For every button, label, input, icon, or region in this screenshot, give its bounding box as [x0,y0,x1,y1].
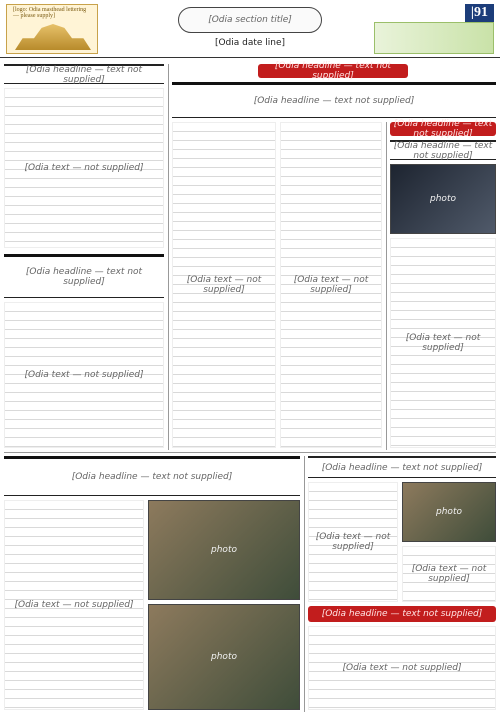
bottom-right-article-2: [Odia text — not supplied] [402,546,496,602]
lead-article-column-2: [Odia text — not supplied] [280,122,382,448]
logo-lettering: [logo: Odia masthead lettering — please supply] [13,7,87,19]
lead-kicker: [Odia headline — text not supplied] [258,64,408,78]
masthead [0,0,500,58]
bottom-left-photo-2: photo [148,604,300,710]
bottom-left-photo-1: photo [148,500,300,600]
newspaper-logo [6,4,98,54]
left-top-headline: [Odia headline — text not supplied] [4,64,164,84]
column-divider [304,456,305,712]
bottom-left-headline: [Odia headline — text not supplied] [4,456,300,496]
bottom-left-article: [Odia text — not supplied] [4,500,144,710]
right-kicker: [Odia headline — text not supplied] [390,122,496,136]
right-story-photo: photo [390,164,496,234]
bottom-right-kicker: [Odia headline — text not supplied] [308,606,496,622]
temple-illustration [15,24,91,50]
bottom-right-article-3: [Odia text — not supplied] [308,626,496,710]
right-headline: [Odia headline — text not supplied] [390,140,496,160]
right-story-article: [Odia text — not supplied] [390,238,496,448]
lead-headline: [Odia headline — text not supplied] [172,82,496,118]
column-divider [386,122,387,450]
date-line: [Odia date line] [214,38,286,48]
left-middle-article: [Odia text — not supplied] [4,302,164,448]
page-number: |91 [465,4,494,22]
bottom-right-photo: photo [402,482,496,542]
bottom-right-article: [Odia text — not supplied] [308,482,398,602]
left-middle-headline: [Odia headline — text not supplied] [4,254,164,298]
lead-article-column-1: [Odia text — not supplied] [172,122,276,448]
section-divider [4,452,496,453]
bottom-right-headline: [Odia headline — text not supplied] [308,456,496,478]
section-title: [Odia section title] [178,7,322,33]
left-top-article: [Odia text — not supplied] [4,88,164,248]
column-divider [168,64,169,450]
header-illustration [374,22,494,54]
